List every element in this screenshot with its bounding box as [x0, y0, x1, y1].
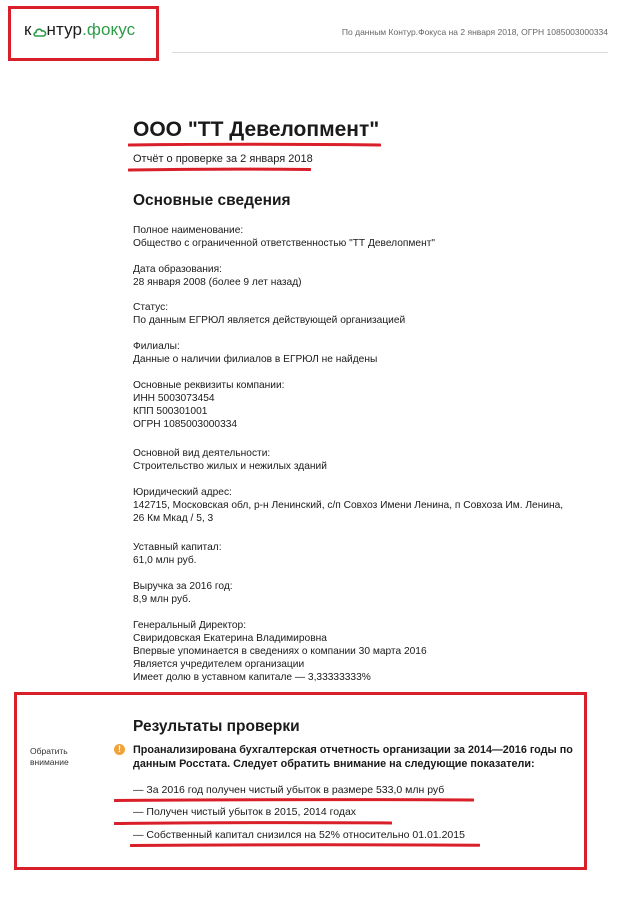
finding-equity-decrease: — Собственный капитал снизился на 52% относительно 01.01.2015 [133, 829, 465, 841]
title-underline-mark [128, 142, 381, 147]
field-activity [133, 447, 598, 473]
side-label-line-1: Обратить [30, 746, 68, 756]
field-value-first-mention: Впервые упоминается в сведениях о компании 30 марта 2016 [133, 646, 427, 657]
check-summary: Проанализирована бухгалтерская отчетность организации за 2014—2016 годы по данным Росстата. Следует обратить внимание на следующие показатели: [133, 744, 573, 770]
field-value-ogrn: ОГРН 1085003000334 [133, 419, 238, 430]
date-underline-mark [128, 167, 311, 172]
warning-icon: ! [114, 744, 125, 755]
field-label: Генеральный Директор: [133, 620, 247, 631]
field-value: По данным ЕГРЮЛ является действующей организацией [133, 315, 406, 326]
finding-net-loss-2016: — За 2016 год получен чистый убыток в размере 533,0 млн руб [133, 784, 445, 796]
section-title-results: Результаты проверки [133, 718, 300, 735]
cloud-icon [33, 26, 47, 38]
field-value: Данные о наличии филиалов в ЕГРЮЛ не найдены [133, 354, 378, 365]
logo-dot: . [82, 20, 87, 39]
field-founded-date [133, 263, 598, 289]
field-value-kpp: КПП 500301001 [133, 406, 208, 417]
field-full-name [133, 224, 598, 250]
finding-underline-2 [114, 821, 392, 825]
field-value: 8,9 млн руб. [133, 594, 191, 605]
finding-net-loss-2015-2014: — Получен чистый убыток в 2015, 2014 годах [133, 806, 357, 818]
field-revenue [133, 580, 598, 606]
field-value: Строительство жилых и нежилых зданий [133, 461, 327, 472]
kontur-focus-logo[interactable] [24, 20, 135, 40]
field-value-name: Свиридовская Екатерина Владимировна [133, 633, 327, 644]
finding-underline-3 [130, 843, 480, 847]
field-value: 61,0 млн руб. [133, 555, 197, 566]
field-value: Общество с ограниченной ответственностью "ТТ Девелопмент" [133, 238, 435, 249]
company-title: ООО "ТТ Девелопмент" [133, 118, 380, 141]
field-value-line-1: 142715, Московская обл, р-н Ленинский, с/п Совхоз Имени Ленина, п Совхоза Им. Ленина, [133, 500, 564, 511]
field-value-inn: ИНН 5003073454 [133, 393, 215, 404]
field-label: Дата образования: [133, 264, 222, 275]
side-label-line-2: внимание [30, 757, 69, 767]
field-label: Основной вид деятельности: [133, 448, 271, 459]
field-value-founder: Является учредителем организации [133, 659, 305, 670]
attention-side-label [30, 746, 69, 768]
source-note: По данным Контур.Фокуса на 2 января 2018, ОГРН 1085003000334 [341, 27, 608, 37]
logo-text-start: к [24, 20, 32, 39]
field-label: Статус: [133, 302, 169, 313]
field-value: 28 января 2008 (более 9 лет назад) [133, 277, 302, 288]
field-status [133, 301, 598, 327]
field-legal-address [133, 486, 598, 525]
logo-text-mid: нтур [46, 20, 83, 39]
finding-underline-1 [114, 798, 474, 802]
field-label: Юридический адрес: [133, 487, 232, 498]
report-date: Отчёт о проверке за 2 января 2018 [133, 153, 313, 165]
field-label: Филиалы: [133, 341, 180, 352]
field-label: Выручка за 2016 год: [133, 581, 233, 592]
field-value-share: Имеет долю в уставном капитале — 3,33333333% [133, 672, 371, 683]
field-requisites [133, 379, 598, 431]
field-branches [133, 340, 598, 366]
logo-text-end: фокус [86, 20, 136, 39]
field-value-line-2: 26 Км Мкад / 5, 3 [133, 513, 214, 524]
section-title-main-info: Основные сведения [133, 192, 291, 209]
field-director [133, 619, 598, 684]
field-label: Уставный капитал: [133, 542, 222, 553]
header-divider [172, 52, 608, 53]
field-label: Основные реквизиты компании: [133, 380, 285, 391]
field-authorized-capital [133, 541, 598, 567]
field-label: Полное наименование: [133, 225, 244, 236]
